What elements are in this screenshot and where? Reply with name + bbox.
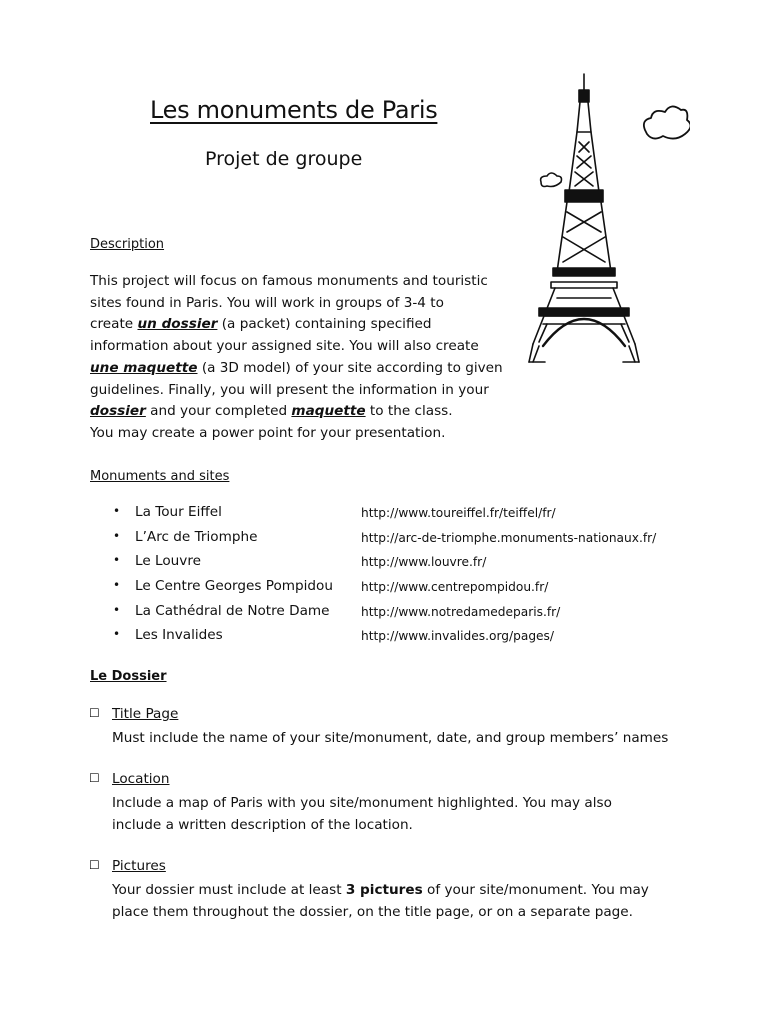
description-line <box>90 401 510 423</box>
monument-url-link[interactable]: http://www.invalides.org/pages/ <box>361 629 555 644</box>
text-run: sites found in Paris. You will work in groups of 3-4 to <box>90 294 444 311</box>
monument-url-link[interactable]: http://www.notredamedeparis.fr/ <box>361 604 561 619</box>
eiffel-tower-icon <box>525 72 690 402</box>
bullet-icon: • <box>113 504 121 518</box>
text-run: of your site/monument. You may <box>422 882 649 898</box>
monument-name: La Cathédral de Notre Dame <box>135 602 330 619</box>
monument-url-link[interactable]: http://arc-de-triomphe.monuments-nationaux.fr/ <box>361 530 657 545</box>
description-line <box>90 314 510 336</box>
bullet-icon: • <box>113 553 121 568</box>
text-run: (a packet) containing specified <box>217 316 432 333</box>
dossier-item-title: Title Page <box>112 706 179 722</box>
monument-name: L’Arc de Triomphe <box>135 528 258 545</box>
description-line <box>90 380 510 402</box>
monument-url-link[interactable]: http://www.centrepompidou.fr/ <box>361 580 549 595</box>
text-run: include a written description of the location. <box>112 816 413 833</box>
emphasized-term: un dossier <box>137 316 218 333</box>
description-line <box>90 358 510 380</box>
dossier-item-description <box>112 728 668 750</box>
text-run: Your dossier must include at least <box>112 882 346 898</box>
description-heading: Description <box>90 237 165 252</box>
monument-url-link[interactable]: http://www.louvre.fr/ <box>361 555 487 570</box>
dossier-item-line <box>112 902 649 924</box>
dossier-item-title: Pictures <box>112 858 166 874</box>
text-run: guidelines. Finally, you will present the information in your <box>90 381 489 398</box>
bullet-icon: • <box>113 627 121 642</box>
monuments-heading: Monuments and sites <box>90 469 230 484</box>
checkbox-icon: ☐ <box>89 858 100 872</box>
text-run: This project will focus on famous monuments and touristic <box>90 273 488 289</box>
text-run: Include a map of Paris with you site/monument highlighted. You may also <box>112 795 612 811</box>
bullet-icon: • <box>113 528 121 543</box>
text-run: to the class. <box>365 403 453 420</box>
description-line <box>90 336 510 358</box>
text-run: create <box>90 316 138 333</box>
emphasized-term: dossier <box>90 403 146 420</box>
bold-text: 3 pictures <box>345 882 423 898</box>
monument-name: Le Louvre <box>135 553 201 570</box>
page-title: Les monuments de Paris <box>150 96 438 124</box>
dossier-item-title: Location <box>112 771 170 787</box>
bullet-icon: • <box>113 578 121 593</box>
emphasized-term: une maquette <box>90 359 198 376</box>
bullet-icon: • <box>113 602 121 617</box>
dossier-item-line <box>112 880 649 902</box>
dossier-heading: Le Dossier <box>90 669 167 684</box>
description-paragraph <box>90 271 510 445</box>
text-run: and your completed <box>145 403 292 420</box>
text-run: Must include the name of your site/monument, date, and group members’ names <box>112 730 669 746</box>
text-run: place them throughout the dossier, on the title page, or on a separate page. <box>112 903 633 920</box>
monument-name: Le Centre Georges Pompidou <box>135 578 333 595</box>
description-line <box>90 293 510 315</box>
text-run: (a 3D model) of your site according to given <box>197 359 503 376</box>
monument-name: Les Invalides <box>135 627 223 644</box>
dossier-item-line <box>112 815 612 837</box>
description-line <box>90 423 510 445</box>
text-run: You may create a power point for your presentation. <box>90 424 446 441</box>
text-run: information about your assigned site. You will also create <box>90 338 479 355</box>
emphasized-term: maquette <box>291 403 366 420</box>
monument-url-link[interactable]: http://www.toureiffel.fr/teiffel/fr/ <box>361 506 556 520</box>
dossier-item-description <box>112 793 612 836</box>
description-line <box>90 271 510 293</box>
checkbox-icon: ☐ <box>89 706 100 720</box>
checkbox-icon: ☐ <box>89 771 100 785</box>
monument-name: La Tour Eiffel <box>135 504 222 520</box>
page-subtitle: Projet de groupe <box>205 148 363 170</box>
dossier-item-line <box>112 728 668 750</box>
dossier-item-description <box>112 880 649 923</box>
dossier-item-line <box>112 793 612 815</box>
